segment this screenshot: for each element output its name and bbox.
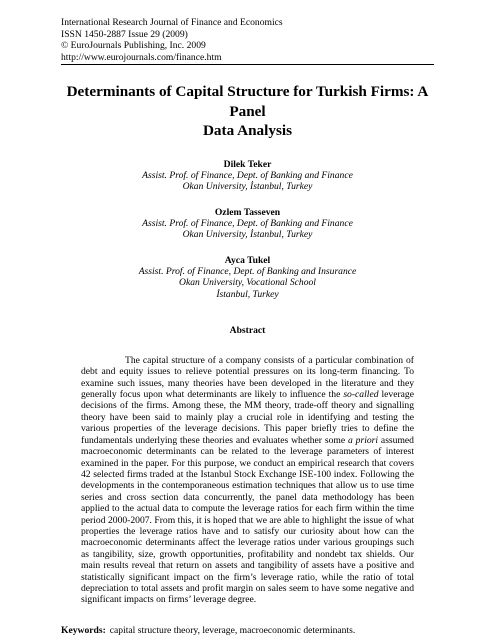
author-1 — [61, 159, 434, 193]
author-name: Ayca Tukel — [224, 254, 271, 266]
journal-url: http://www.eurojournals.com/finance.htm — [61, 51, 222, 63]
title-line-1: Determinants of Capital Structure for Turkish Firms: A Panel — [66, 83, 429, 120]
author-affiliation: Assist. Prof. of Finance, Dept. of Banking and Finance — [142, 170, 353, 182]
paper-title — [61, 82, 434, 141]
abstract-italic-term: a priori — [348, 434, 379, 446]
abstract-text: The capital structure of a company consists of a particular combination of debt and equity issues to relieve potential pressures on its long-term financing. To examine such issues, many theories have been developed in the literature and they generally focus upon what determinants are likely to influence the — [81, 354, 414, 401]
abstract-heading: Abstract — [229, 324, 266, 336]
journal-name: International Research Journal of Finance and Economics — [61, 17, 283, 28]
author-affiliation: Okan University, Vocational School — [179, 277, 316, 289]
abstract-text: leverage decisions of the firms. Among these, the MM theory, trade-off theory and signalling theory have been said to mainly play a crucial role in identifying and testing the various properties of the leverage decisions. This paper briefly tries to define the fundamentals underlying these theories and evaluates whether some — [81, 389, 414, 446]
abstract-text: assumed macroeconomic determinants can be related to the leverage parameters of interest examined in the paper. For this purpose, we conduct an empirical research that covers 42 selected firms traded at the Istanbul Stock Exchange ISE-100 index. Following the developments in the contemporaneous estimation techniques that allow us to use time series and cross section data concurrently, the panel data methodology has been applied to the actual data to compute the leverage ratios for each firm within the time period 2000-2007. From this, it is hoped that we are able to highlight the issue of what properties the leverage ratios have and to satisfy our curiosity about how can the macroeconomic determinants affect the leverage ratios under various groupings such as tangibility, size, growth opportunities, profitability and nondebt tax shields. Our main results reveal that return on assets and tangibility of assets have a positive and statistically significant impact on the firm’s leverage ratio, while the ratio of total depreciation to total assets and profit margin on sales seem to have some negative and significant impacts on firms’ leverage degree. — [81, 434, 414, 606]
author-name: Ozlem Tasseven — [214, 206, 281, 218]
author-2 — [61, 207, 434, 241]
header-divider — [61, 64, 434, 65]
author-affiliation: Assist. Prof. of Finance, Dept. of Banking and Insurance — [138, 265, 357, 277]
title-line-2: Data Analysis — [202, 122, 293, 140]
author-affiliation: Okan University, İstanbul, Turkey — [182, 181, 313, 193]
author-name: Dilek Teker — [223, 158, 272, 170]
journal-header — [61, 17, 434, 63]
author-3 — [61, 255, 434, 300]
author-affiliation: Assist. Prof. of Finance, Dept. of Banking and Finance — [142, 218, 353, 230]
keywords-text: capital structure theory, leverage, macroeconomic determinants. — [109, 624, 356, 636]
author-affiliation: Okan University, İstanbul, Turkey — [182, 229, 313, 241]
journal-issn: ISSN 1450-2887 Issue 29 (2009) — [61, 28, 188, 40]
abstract-body — [81, 355, 414, 606]
author-affiliation: İstanbul, Turkey — [216, 288, 279, 300]
abstract-italic-term: so-called — [343, 389, 379, 401]
keywords-label: Keywords: — [61, 624, 106, 636]
journal-copyright: © EuroJournals Publishing, Inc. 2009 — [61, 40, 206, 52]
keywords-line — [61, 625, 434, 636]
